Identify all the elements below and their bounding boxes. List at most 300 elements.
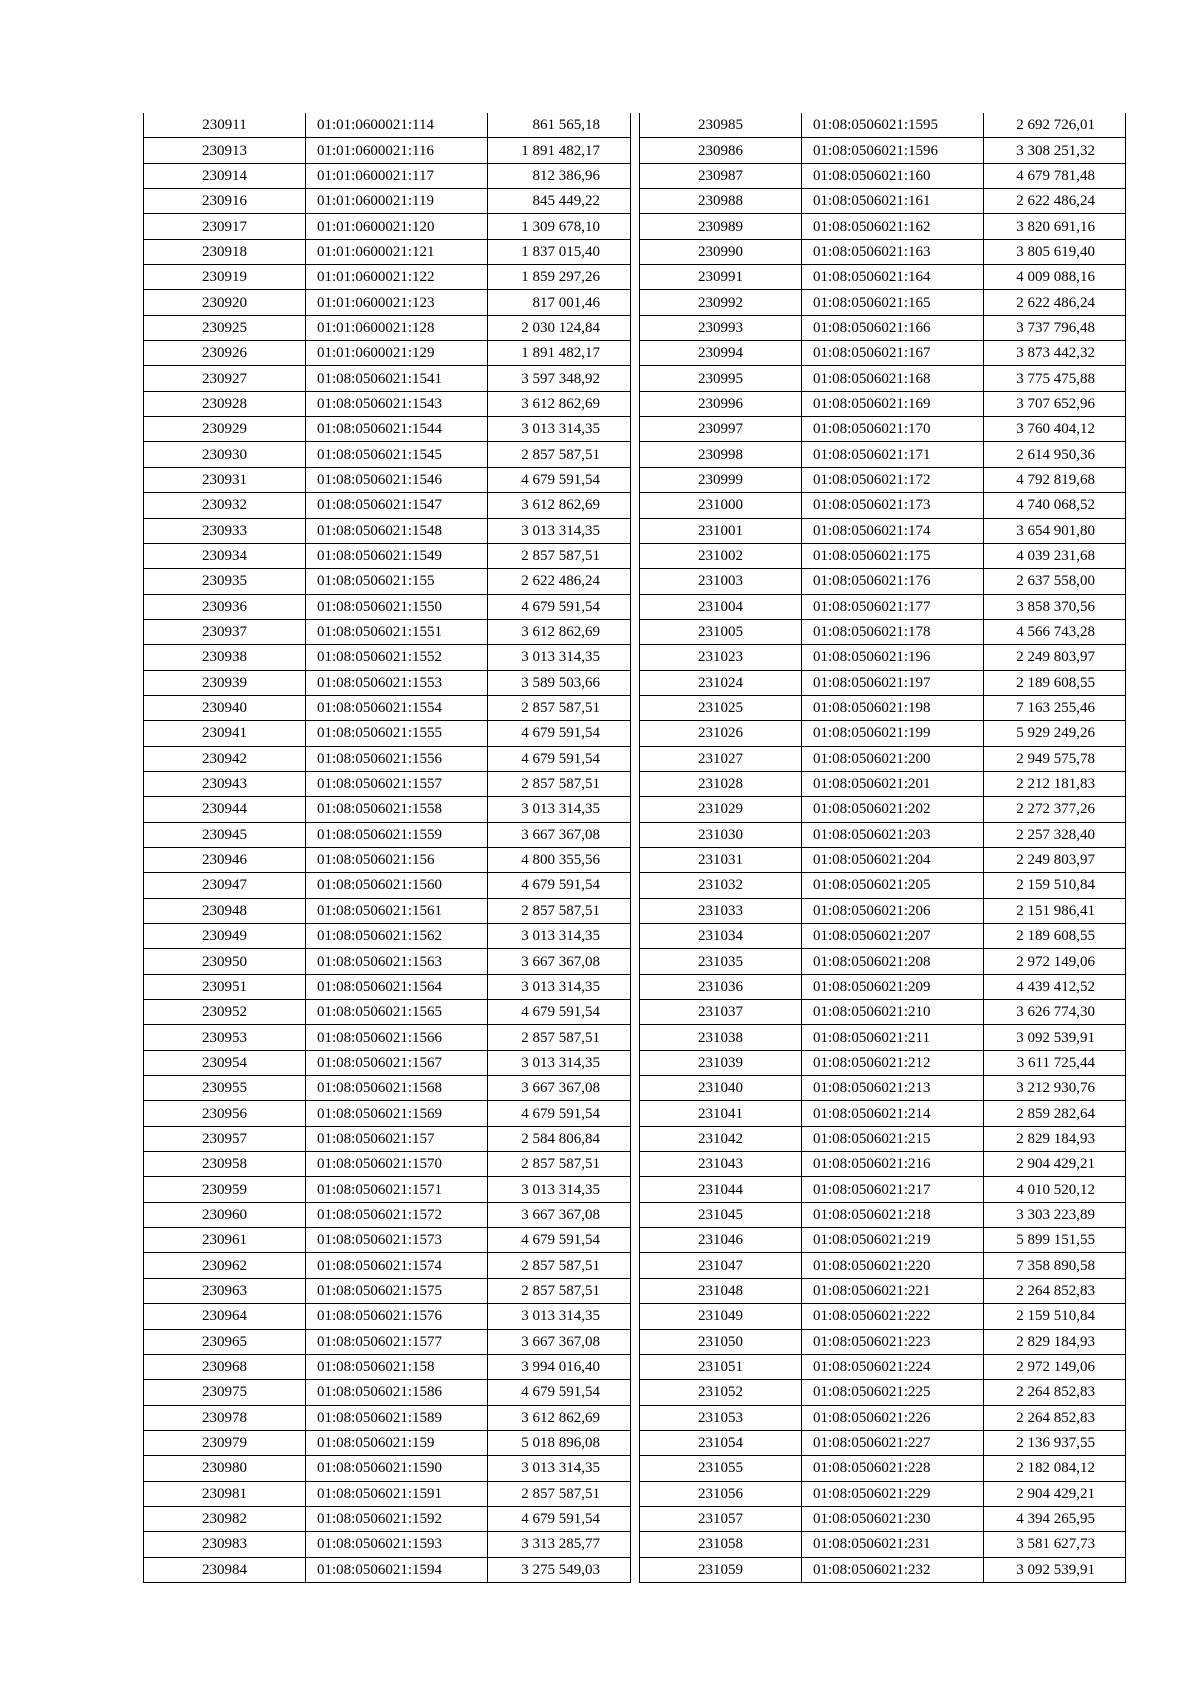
record-number-cell: 230919	[144, 265, 306, 290]
cadastral-value-cell: 812 386,96	[488, 163, 631, 188]
cadastral-value-cell: 2 264 852,83	[984, 1278, 1126, 1303]
table-row	[144, 1000, 631, 1025]
table-row	[640, 1025, 1126, 1050]
record-number-cell: 230931	[144, 467, 306, 492]
table-row	[144, 1405, 631, 1430]
cadastral-value-cell: 2 030 124,84	[488, 315, 631, 340]
cadastral-number-cell: 01:08:0506021:1561	[306, 898, 488, 923]
table-row	[640, 974, 1126, 999]
table-row	[144, 417, 631, 442]
record-number-cell: 230937	[144, 619, 306, 644]
cadastral-number-cell: 01:08:0506021:163	[802, 239, 984, 264]
cadastral-number-cell: 01:08:0506021:1551	[306, 619, 488, 644]
table-row	[640, 315, 1126, 340]
table-row	[144, 822, 631, 847]
cadastral-value-cell: 3 707 652,96	[984, 391, 1126, 416]
record-number-cell: 231027	[640, 746, 802, 771]
cadastral-value-cell: 2 857 587,51	[488, 695, 631, 720]
cadastral-value-cell: 2 857 587,51	[488, 543, 631, 568]
cadastral-number-cell: 01:08:0506021:1574	[306, 1253, 488, 1278]
table-row	[144, 391, 631, 416]
record-number-cell: 230917	[144, 214, 306, 239]
table-row	[144, 138, 631, 163]
table-row	[144, 1278, 631, 1303]
cadastral-number-cell: 01:08:0506021:168	[802, 366, 984, 391]
table-row	[144, 341, 631, 366]
cadastral-value-cell: 2 949 575,78	[984, 746, 1126, 771]
table-row	[640, 569, 1126, 594]
table-row	[144, 569, 631, 594]
cadastral-value-cell: 3 858 370,56	[984, 594, 1126, 619]
cadastral-value-cell: 4 009 088,16	[984, 265, 1126, 290]
cadastral-value-cell: 2 622 486,24	[984, 290, 1126, 315]
cadastral-value-cell: 3 013 314,35	[488, 518, 631, 543]
record-number-cell: 230962	[144, 1253, 306, 1278]
cadastral-value-cell: 3 212 930,76	[984, 1076, 1126, 1101]
cadastral-number-cell: 01:08:0506021:216	[802, 1152, 984, 1177]
cadastral-number-cell: 01:08:0506021:155	[306, 569, 488, 594]
cadastral-number-cell: 01:08:0506021:1571	[306, 1177, 488, 1202]
cadastral-value-cell: 3 805 619,40	[984, 239, 1126, 264]
left-table-body	[144, 113, 631, 1582]
record-number-cell: 230936	[144, 594, 306, 619]
table-row	[144, 1202, 631, 1227]
record-number-cell: 231048	[640, 1278, 802, 1303]
record-number-cell: 231057	[640, 1506, 802, 1531]
cadastral-value-cell: 2 249 803,97	[984, 847, 1126, 872]
table-row	[640, 417, 1126, 442]
record-number-cell: 231002	[640, 543, 802, 568]
cadastral-number-cell: 01:08:0506021:1570	[306, 1152, 488, 1177]
cadastral-number-cell: 01:01:0600021:123	[306, 290, 488, 315]
cadastral-number-cell: 01:08:0506021:1567	[306, 1050, 488, 1075]
cadastral-value-cell: 2 622 486,24	[488, 569, 631, 594]
table-row	[640, 543, 1126, 568]
cadastral-number-cell: 01:08:0506021:196	[802, 645, 984, 670]
record-number-cell: 230963	[144, 1278, 306, 1303]
cadastral-number-cell: 01:08:0506021:1593	[306, 1532, 488, 1557]
cadastral-number-cell: 01:08:0506021:1566	[306, 1025, 488, 1050]
table-row	[144, 1329, 631, 1354]
cadastral-value-cell: 3 013 314,35	[488, 797, 631, 822]
table-row	[640, 771, 1126, 796]
record-number-cell: 231054	[640, 1430, 802, 1455]
cadastral-value-cell: 4 679 591,54	[488, 873, 631, 898]
table-row	[144, 543, 631, 568]
cadastral-value-cell: 4 679 591,54	[488, 594, 631, 619]
cadastral-value-cell: 2 257 328,40	[984, 822, 1126, 847]
cadastral-number-cell: 01:01:0600021:121	[306, 239, 488, 264]
cadastral-number-cell: 01:08:0506021:1556	[306, 746, 488, 771]
table-row	[144, 518, 631, 543]
cadastral-number-cell: 01:08:0506021:217	[802, 1177, 984, 1202]
table-row	[640, 594, 1126, 619]
cadastral-number-cell: 01:08:0506021:1557	[306, 771, 488, 796]
cadastral-number-cell: 01:08:0506021:1546	[306, 467, 488, 492]
cadastral-number-cell: 01:08:0506021:221	[802, 1278, 984, 1303]
cadastral-value-cell: 4 679 591,54	[488, 1506, 631, 1531]
record-number-cell: 230984	[144, 1557, 306, 1582]
table-row	[640, 493, 1126, 518]
record-number-cell: 230947	[144, 873, 306, 898]
cadastral-value-cell: 2 904 429,21	[984, 1152, 1126, 1177]
cadastral-number-cell: 01:08:0506021:1576	[306, 1304, 488, 1329]
cadastral-value-cell: 3 013 314,35	[488, 645, 631, 670]
cadastral-value-cell: 7 358 890,58	[984, 1253, 1126, 1278]
cadastral-number-cell: 01:08:0506021:1564	[306, 974, 488, 999]
cadastral-number-cell: 01:08:0506021:214	[802, 1101, 984, 1126]
table-row	[640, 1380, 1126, 1405]
table-row	[144, 239, 631, 264]
cadastral-value-cell: 3 611 725,44	[984, 1050, 1126, 1075]
table-row	[144, 1025, 631, 1050]
record-number-cell: 230943	[144, 771, 306, 796]
table-row	[640, 822, 1126, 847]
table-row	[640, 1329, 1126, 1354]
record-number-cell: 230914	[144, 163, 306, 188]
record-number-cell: 230942	[144, 746, 306, 771]
record-number-cell: 231056	[640, 1481, 802, 1506]
record-number-cell: 231030	[640, 822, 802, 847]
cadastral-number-cell: 01:08:0506021:166	[802, 315, 984, 340]
table-row	[144, 493, 631, 518]
cadastral-number-cell: 01:08:0506021:230	[802, 1506, 984, 1531]
cadastral-value-cell: 2 857 587,51	[488, 442, 631, 467]
record-number-cell: 231045	[640, 1202, 802, 1227]
record-number-cell: 231052	[640, 1380, 802, 1405]
cadastral-number-cell: 01:01:0600021:128	[306, 315, 488, 340]
table-row	[144, 746, 631, 771]
record-number-cell: 231032	[640, 873, 802, 898]
record-number-cell: 231058	[640, 1532, 802, 1557]
cadastral-value-cell: 4 740 068,52	[984, 493, 1126, 518]
cadastral-number-cell: 01:08:0506021:226	[802, 1405, 984, 1430]
cadastral-value-cell: 4 566 743,28	[984, 619, 1126, 644]
cadastral-number-cell: 01:08:0506021:229	[802, 1481, 984, 1506]
table-row	[144, 1152, 631, 1177]
cadastral-value-cell: 4 679 591,54	[488, 746, 631, 771]
record-number-cell: 230959	[144, 1177, 306, 1202]
table-row	[144, 1354, 631, 1379]
record-number-cell: 230956	[144, 1101, 306, 1126]
table-row	[640, 265, 1126, 290]
record-number-cell: 230939	[144, 670, 306, 695]
table-row	[640, 239, 1126, 264]
record-number-cell: 230930	[144, 442, 306, 467]
cadastral-value-cell: 3 667 367,08	[488, 822, 631, 847]
cadastral-number-cell: 01:08:0506021:1558	[306, 797, 488, 822]
cadastral-value-cell: 5 018 896,08	[488, 1430, 631, 1455]
cadastral-number-cell: 01:08:0506021:174	[802, 518, 984, 543]
table-row	[144, 949, 631, 974]
cadastral-number-cell: 01:08:0506021:198	[802, 695, 984, 720]
cadastral-value-cell: 3 275 549,03	[488, 1557, 631, 1582]
table-row	[640, 391, 1126, 416]
cadastral-value-cell: 2 159 510,84	[984, 873, 1126, 898]
cadastral-number-cell: 01:08:0506021:220	[802, 1253, 984, 1278]
table-row	[640, 645, 1126, 670]
cadastral-number-cell: 01:08:0506021:1565	[306, 1000, 488, 1025]
table-row	[144, 1076, 631, 1101]
cadastral-number-cell: 01:08:0506021:1553	[306, 670, 488, 695]
cadastral-value-cell: 4 679 591,54	[488, 467, 631, 492]
cadastral-number-cell: 01:08:0506021:200	[802, 746, 984, 771]
cadastral-value-cell: 3 612 862,69	[488, 1405, 631, 1430]
cadastral-value-cell: 3 820 691,16	[984, 214, 1126, 239]
cadastral-value-cell: 2 972 149,06	[984, 1354, 1126, 1379]
table-row	[640, 1101, 1126, 1126]
cadastral-value-cell: 2 857 587,51	[488, 1025, 631, 1050]
cadastral-number-cell: 01:08:0506021:205	[802, 873, 984, 898]
record-number-cell: 230991	[640, 265, 802, 290]
cadastral-value-cell: 2 584 806,84	[488, 1126, 631, 1151]
cadastral-number-cell: 01:08:0506021:1592	[306, 1506, 488, 1531]
record-number-cell: 231044	[640, 1177, 802, 1202]
record-number-cell: 230926	[144, 341, 306, 366]
table-row	[640, 670, 1126, 695]
table-row	[640, 797, 1126, 822]
table-row	[640, 949, 1126, 974]
record-number-cell: 231001	[640, 518, 802, 543]
table-row	[640, 1076, 1126, 1101]
cadastral-value-cell: 3 737 796,48	[984, 315, 1126, 340]
record-number-cell: 231003	[640, 569, 802, 594]
record-number-cell: 230935	[144, 569, 306, 594]
record-number-cell: 230992	[640, 290, 802, 315]
table-row	[144, 797, 631, 822]
cadastral-number-cell: 01:08:0506021:160	[802, 163, 984, 188]
cadastral-number-cell: 01:01:0600021:122	[306, 265, 488, 290]
cadastral-value-cell: 2 212 181,83	[984, 771, 1126, 796]
cadastral-number-cell: 01:08:0506021:1591	[306, 1481, 488, 1506]
record-number-cell: 231034	[640, 924, 802, 949]
cadastral-number-cell: 01:08:0506021:203	[802, 822, 984, 847]
record-number-cell: 231039	[640, 1050, 802, 1075]
cadastral-value-cell: 3 013 314,35	[488, 417, 631, 442]
table-row	[640, 898, 1126, 923]
table-row	[640, 746, 1126, 771]
record-number-cell: 230955	[144, 1076, 306, 1101]
cadastral-value-cell: 3 667 367,08	[488, 1329, 631, 1354]
record-number-cell: 231025	[640, 695, 802, 720]
cadastral-number-cell: 01:08:0506021:1555	[306, 721, 488, 746]
table-row	[144, 1050, 631, 1075]
table-row	[144, 1228, 631, 1253]
cadastral-number-cell: 01:08:0506021:213	[802, 1076, 984, 1101]
table-row	[144, 594, 631, 619]
cadastral-value-cell: 3 581 627,73	[984, 1532, 1126, 1557]
table-row	[640, 847, 1126, 872]
cadastral-number-cell: 01:08:0506021:201	[802, 771, 984, 796]
cadastral-number-cell: 01:08:0506021:161	[802, 189, 984, 214]
right-data-table	[639, 113, 1126, 1583]
table-row	[640, 619, 1126, 644]
cadastral-value-cell: 2 904 429,21	[984, 1481, 1126, 1506]
cadastral-number-cell: 01:08:0506021:172	[802, 467, 984, 492]
cadastral-value-cell: 3 013 314,35	[488, 974, 631, 999]
record-number-cell: 231029	[640, 797, 802, 822]
record-number-cell: 231043	[640, 1152, 802, 1177]
cadastral-value-cell: 2 972 149,06	[984, 949, 1126, 974]
table-row	[640, 1430, 1126, 1455]
record-number-cell: 230944	[144, 797, 306, 822]
cadastral-value-cell: 861 565,18	[488, 113, 631, 138]
table-row	[144, 1304, 631, 1329]
record-number-cell: 231033	[640, 898, 802, 923]
record-number-cell: 230964	[144, 1304, 306, 1329]
record-number-cell: 230980	[144, 1456, 306, 1481]
record-number-cell: 230945	[144, 822, 306, 847]
record-number-cell: 230953	[144, 1025, 306, 1050]
record-number-cell: 230950	[144, 949, 306, 974]
table-row	[640, 1557, 1126, 1582]
table-row	[144, 1481, 631, 1506]
cadastral-number-cell: 01:08:0506021:1549	[306, 543, 488, 568]
record-number-cell: 231038	[640, 1025, 802, 1050]
cadastral-number-cell: 01:08:0506021:1568	[306, 1076, 488, 1101]
cadastral-number-cell: 01:08:0506021:218	[802, 1202, 984, 1227]
table-row	[144, 695, 631, 720]
table-row	[640, 138, 1126, 163]
table-row	[640, 695, 1126, 720]
cadastral-number-cell: 01:08:0506021:157	[306, 1126, 488, 1151]
cadastral-value-cell: 4 679 591,54	[488, 1000, 631, 1025]
record-number-cell: 231005	[640, 619, 802, 644]
cadastral-number-cell: 01:08:0506021:228	[802, 1456, 984, 1481]
cadastral-value-cell: 4 800 355,56	[488, 847, 631, 872]
cadastral-value-cell: 3 654 901,80	[984, 518, 1126, 543]
table-row	[640, 1202, 1126, 1227]
record-number-cell: 230918	[144, 239, 306, 264]
cadastral-value-cell: 2 857 587,51	[488, 1278, 631, 1303]
record-number-cell: 230932	[144, 493, 306, 518]
cadastral-number-cell: 01:01:0600021:129	[306, 341, 488, 366]
cadastral-value-cell: 4 679 591,54	[488, 721, 631, 746]
record-number-cell: 230995	[640, 366, 802, 391]
cadastral-number-cell: 01:08:0506021:210	[802, 1000, 984, 1025]
table-row	[640, 1506, 1126, 1531]
cadastral-number-cell: 01:08:0506021:171	[802, 442, 984, 467]
cadastral-number-cell: 01:01:0600021:119	[306, 189, 488, 214]
record-number-cell: 230952	[144, 1000, 306, 1025]
cadastral-value-cell: 1 891 482,17	[488, 138, 631, 163]
cadastral-value-cell: 3 612 862,69	[488, 619, 631, 644]
cadastral-value-cell: 2 249 803,97	[984, 645, 1126, 670]
table-row	[640, 442, 1126, 467]
cadastral-value-cell: 3 775 475,88	[984, 366, 1126, 391]
table-row	[144, 721, 631, 746]
cadastral-number-cell: 01:08:0506021:231	[802, 1532, 984, 1557]
cadastral-number-cell: 01:08:0506021:1586	[306, 1380, 488, 1405]
cadastral-value-cell: 4 394 265,95	[984, 1506, 1126, 1531]
cadastral-value-cell: 5 929 249,26	[984, 721, 1126, 746]
cadastral-number-cell: 01:08:0506021:1554	[306, 695, 488, 720]
table-row	[144, 189, 631, 214]
cadastral-value-cell: 3 013 314,35	[488, 1050, 631, 1075]
record-number-cell: 231053	[640, 1405, 802, 1430]
cadastral-number-cell: 01:08:0506021:219	[802, 1228, 984, 1253]
cadastral-value-cell: 3 013 314,35	[488, 1304, 631, 1329]
table-row	[640, 1126, 1126, 1151]
cadastral-number-cell: 01:08:0506021:227	[802, 1430, 984, 1455]
record-number-cell: 230960	[144, 1202, 306, 1227]
cadastral-number-cell: 01:08:0506021:1547	[306, 493, 488, 518]
cadastral-value-cell: 1 837 015,40	[488, 239, 631, 264]
table-row	[640, 1278, 1126, 1303]
table-row	[144, 1506, 631, 1531]
record-number-cell: 231040	[640, 1076, 802, 1101]
cadastral-number-cell: 01:08:0506021:1573	[306, 1228, 488, 1253]
record-number-cell: 230998	[640, 442, 802, 467]
record-number-cell: 231000	[640, 493, 802, 518]
cadastral-value-cell: 2 151 986,41	[984, 898, 1126, 923]
record-number-cell: 230958	[144, 1152, 306, 1177]
table-row	[144, 1456, 631, 1481]
table-row	[640, 1253, 1126, 1278]
record-number-cell: 231041	[640, 1101, 802, 1126]
record-number-cell: 230968	[144, 1354, 306, 1379]
table-row	[640, 1152, 1126, 1177]
cadastral-value-cell: 3 092 539,91	[984, 1557, 1126, 1582]
record-number-cell: 230925	[144, 315, 306, 340]
table-row	[144, 974, 631, 999]
record-number-cell: 230949	[144, 924, 306, 949]
record-number-cell: 230965	[144, 1329, 306, 1354]
cadastral-number-cell: 01:08:0506021:1552	[306, 645, 488, 670]
record-number-cell: 230997	[640, 417, 802, 442]
cadastral-number-cell: 01:08:0506021:204	[802, 847, 984, 872]
cadastral-number-cell: 01:08:0506021:1559	[306, 822, 488, 847]
record-number-cell: 230975	[144, 1380, 306, 1405]
cadastral-number-cell: 01:08:0506021:1563	[306, 949, 488, 974]
table-row	[144, 265, 631, 290]
cadastral-number-cell: 01:08:0506021:224	[802, 1354, 984, 1379]
cadastral-value-cell: 3 013 314,35	[488, 924, 631, 949]
table-row	[640, 1354, 1126, 1379]
cadastral-value-cell: 3 612 862,69	[488, 391, 631, 416]
record-number-cell: 230982	[144, 1506, 306, 1531]
record-number-cell: 230928	[144, 391, 306, 416]
cadastral-number-cell: 01:08:0506021:208	[802, 949, 984, 974]
cadastral-number-cell: 01:08:0506021:165	[802, 290, 984, 315]
cadastral-number-cell: 01:01:0600021:120	[306, 214, 488, 239]
record-number-cell: 230938	[144, 645, 306, 670]
record-number-cell: 230957	[144, 1126, 306, 1151]
cadastral-number-cell: 01:08:0506021:173	[802, 493, 984, 518]
record-number-cell: 231046	[640, 1228, 802, 1253]
cadastral-value-cell: 2 614 950,36	[984, 442, 1126, 467]
record-number-cell: 231051	[640, 1354, 802, 1379]
record-number-cell: 230911	[144, 113, 306, 138]
cadastral-number-cell: 01:08:0506021:202	[802, 797, 984, 822]
cadastral-number-cell: 01:08:0506021:158	[306, 1354, 488, 1379]
table-row	[144, 467, 631, 492]
record-number-cell: 230916	[144, 189, 306, 214]
record-number-cell: 231050	[640, 1329, 802, 1354]
cadastral-number-cell: 01:08:0506021:177	[802, 594, 984, 619]
cadastral-value-cell: 817 001,46	[488, 290, 631, 315]
table-row	[144, 924, 631, 949]
cadastral-number-cell: 01:08:0506021:1560	[306, 873, 488, 898]
table-row	[640, 518, 1126, 543]
record-number-cell: 230996	[640, 391, 802, 416]
record-number-cell: 230951	[144, 974, 306, 999]
cadastral-number-cell: 01:08:0506021:159	[306, 1430, 488, 1455]
cadastral-number-cell: 01:08:0506021:162	[802, 214, 984, 239]
cadastral-value-cell: 3 308 251,32	[984, 138, 1126, 163]
record-number-cell: 230941	[144, 721, 306, 746]
record-number-cell: 231026	[640, 721, 802, 746]
